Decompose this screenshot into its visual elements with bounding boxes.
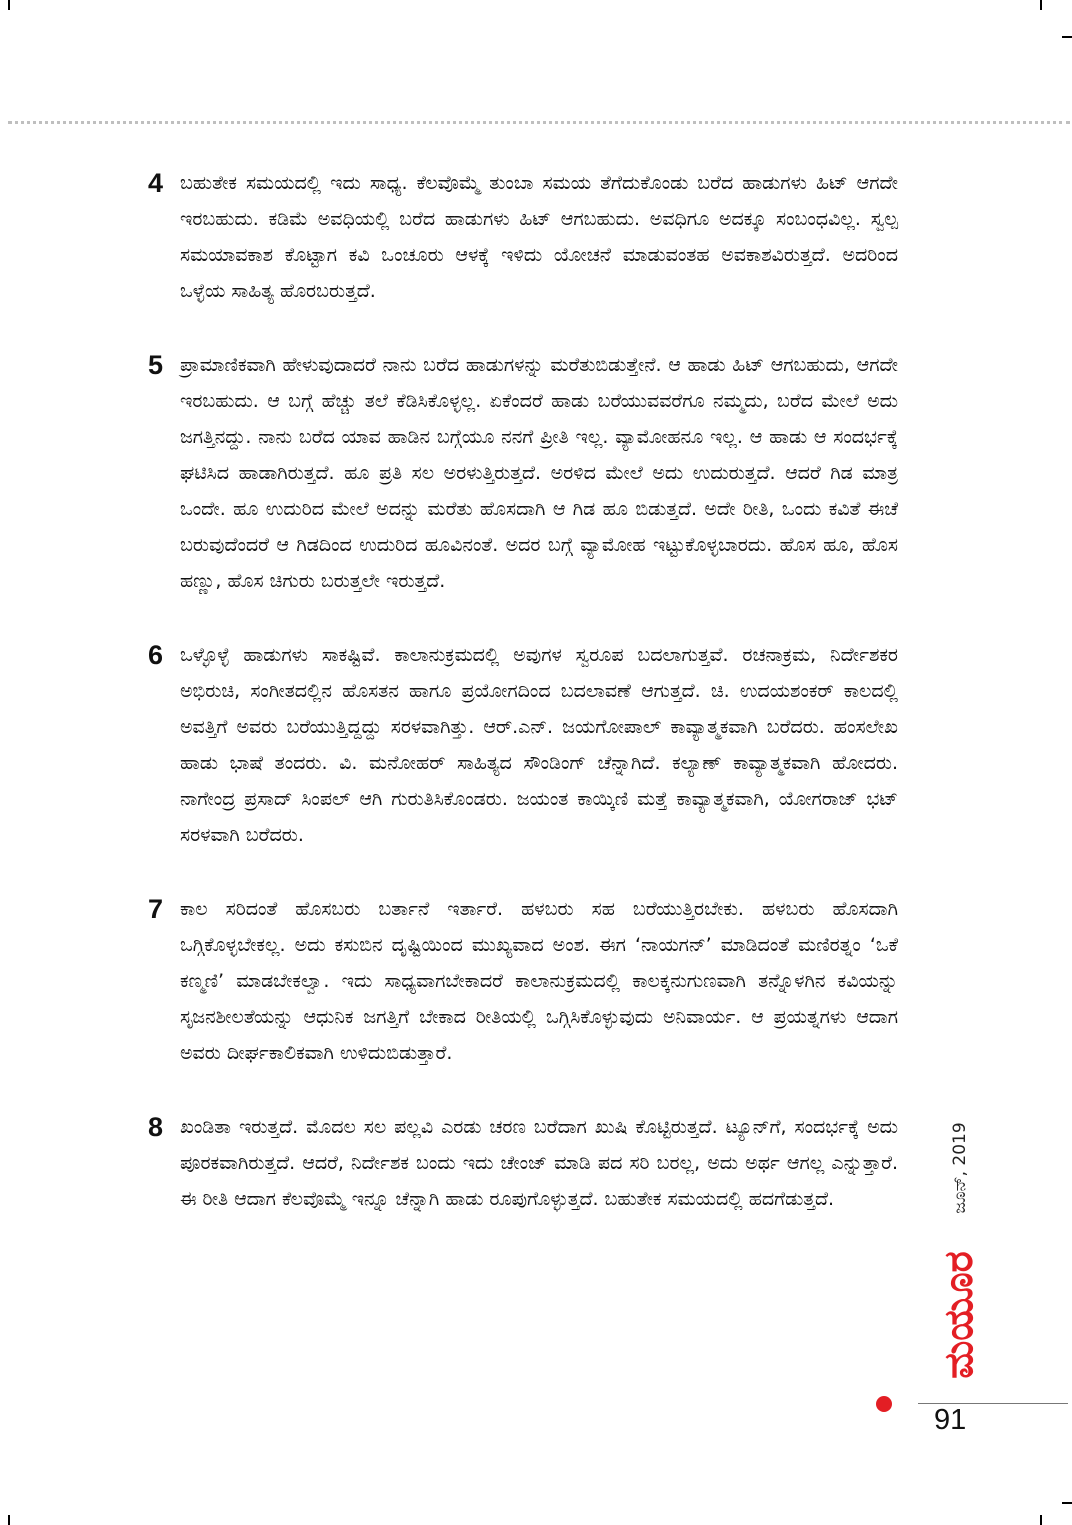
crop-mark-right-upper: [1062, 36, 1072, 38]
red-dot-icon: [876, 1396, 892, 1412]
header-dotted-rule: [8, 121, 1070, 124]
answer-number: 6: [148, 640, 164, 670]
page-number: 91: [934, 1404, 967, 1436]
answer-text: ಬಹುತೇಕ ಸಮಯದಲ್ಲಿ ಇದು ಸಾಧ್ಯ. ಕೆಲವೊಮ್ಮೆ ತುಂಬಾ ಸಮಯ ತೆಗೆದುಕೊಂಡು ಬರೆದ ಹಾಡುಗಳು ಹಿಟ್ ಆಗದೇ ಇರಬಹುದು. ಕಡಿಮೆ ಅವಧಿಯಲ್ಲಿ ಬರೆದ ಹಾಡುಗಳು ಹಿಟ್ ಆಗಬಹುದು. ಅವಧಿಗೂ ಅದಕ್ಕೂ ಸಂಬಂಧವಿಲ್ಲ. ಸ್ವಲ್ಪ ಸಮಯಾವಕಾಶ ಕೊಟ್ಟಾಗ ಕವಿ ಒಂಚೂರು ಆಳಕ್ಕೆ ಇಳಿದು ಯೋಚನೆ ಮಾಡುವಂತಹ ಅವಕಾಶವಿರುತ್ತದೆ. ಅದರಿಂದ ಒಳ್ಳೆಯ ಸಾಹಿತ್ಯ ಹೊರಬರುತ್ತದೆ.: [180, 172, 898, 302]
answer-7: [148, 891, 898, 1071]
answer-4: [148, 165, 898, 309]
answer-number: 7: [148, 894, 164, 924]
answer-5: [148, 347, 898, 599]
crop-mark-bottom-left: [8, 1515, 10, 1525]
answer-text: ಪ್ರಾಮಾಣಿಕವಾಗಿ ಹೇಳುವುದಾದರೆ ನಾನು ಬರೆದ ಹಾಡುಗಳನ್ನು ಮರೆತುಬಿಡುತ್ತೇನೆ. ಆ ಹಾಡು ಹಿಟ್ ಆಗಬಹುದು, ಆಗದೇ ಇರಬಹುದು. ಆ ಬಗ್ಗೆ ಹೆಚ್ಚು ತಲೆ ಕೆಡಿಸಿಕೊಳ್ಳಲ್ಲ. ಏಕೆಂದರೆ ಹಾಡು ಬರೆಯುವವರೆಗೂ ನಮ್ಮದು, ಬರೆದ ಮೇಲೆ ಅದು ಜಗತ್ತಿನದ್ದು. ನಾನು ಬರೆದ ಯಾವ ಹಾಡಿನ ಬಗ್ಗೆಯೂ ನನಗೆ ಪ್ರೀತಿ ಇಲ್ಲ. ವ್ಯಾಮೋಹನೂ ಇಲ್ಲ. ಆ ಹಾಡು ಆ ಸಂದರ್ಭಕ್ಕೆ ಘಟಿಸಿದ ಹಾಡಾಗಿರುತ್ತದೆ. ಹೂ ಪ್ರತಿ ಸಲ ಅರಳುತ್ತಿರುತ್ತದೆ. ಅರಳಿದ ಮೇಲೆ ಅದು ಉದುರುತ್ತದೆ. ಆದರೆ ಗಿಡ ಮಾತ್ರ ಒಂದೇ. ಹೂ ಉದುರಿದ ಮೇಲೆ ಅದನ್ನು ಮರೆತು ಹೊಸದಾಗಿ ಆ ಗಿಡ ಹೂ ಬಿಡುತ್ತದೆ. ಅದೇ ರೀತಿ, ಒಂದು ಕವಿತೆ ಈಚೆ ಬರುವುದೆಂದರೆ ಆ ಗಿಡದಿಂದ ಉದುರಿದ ಹೂವಿನಂತೆ. ಅದರ ಬಗ್ಗೆ ವ್ಯಾಮೋಹ ಇಟ್ಟುಕೊಳ್ಳಬಾರದು. ಹೊಸ ಹೂ, ಹೊಸ ಹಣ್ಣು, ಹೊಸ ಚಿಗುರು ಬರುತ್ತಲೇ ಇರುತ್ತದೆ.: [180, 354, 898, 592]
answer-6: [148, 637, 898, 853]
answer-text: ಕಾಲ ಸರಿದಂತೆ ಹೊಸಬರು ಬರ್ತಾನೆ ಇರ್ತಾರೆ. ಹಳಬರು ಸಹ ಬರೆಯುತ್ತಿರಬೇಕು. ಹಳಬರು ಹೊಸದಾಗಿ ಒಗ್ಗಿಕೊಳ್ಳಬೇಕಲ್ಲ. ಅದು ಕಸುಬಿನ ದೃಷ್ಟಿಯಿಂದ ಮುಖ್ಯವಾದ ಅಂಶ. ಈಗ ‘ನಾಯಗನ್’ ಮಾಡಿದಂತೆ ಮಣಿರತ್ನಂ ‘ಒಕೆ ಕಣ್ಮಣಿ’ ಮಾಡಬೇಕಲ್ವಾ. ಇದು ಸಾಧ್ಯವಾಗಬೇಕಾದರೆ ಕಾಲಾನುಕ್ರಮದಲ್ಲಿ ಕಾಲಕ್ಕನುಗುಣವಾಗಿ ತನ್ನೊಳಗಿನ ಕವಿಯನ್ನು ಸೃಜನಶೀಲತೆಯನ್ನು ಆಧುನಿಕ ಜಗತ್ತಿಗೆ ಬೇಕಾದ ರೀತಿಯಲ್ಲಿ ಒಗ್ಗಿಸಿಕೊಳ್ಳುವುದು ಅನಿವಾರ್ಯ. ಆ ಪ್ರಯತ್ನಗಳು ಆದಾಗ ಅವರು ದೀರ್ಘಕಾಲಿಕವಾಗಿ ಉಳಿದುಬಿಡುತ್ತಾರೆ.: [180, 898, 898, 1064]
article-body: [148, 165, 898, 1255]
issue-date: [938, 1108, 982, 1228]
answer-number: 5: [148, 350, 164, 380]
crop-mark-top-left: [8, 0, 10, 10]
answer-text: ಒಳ್ಳೊಳ್ಳೆ ಹಾಡುಗಳು ಸಾಕಷ್ಟಿವೆ. ಕಾಲಾನುಕ್ರಮದಲ್ಲಿ ಅವುಗಳ ಸ್ವರೂಪ ಬದಲಾಗುತ್ತವೆ. ರಚನಾಕ್ರಮ, ನಿರ್ದೇಶಕರ ಅಭಿರುಚಿ, ಸಂಗೀತದಲ್ಲಿನ ಹೊಸತನ ಹಾಗೂ ಪ್ರಯೋಗದಿಂದ ಬದಲಾವಣೆ ಆಗುತ್ತದೆ. ಚಿ. ಉದಯಶಂಕರ್ ಕಾಲದಲ್ಲಿ ಅವತ್ತಿಗೆ ಅವರು ಬರೆಯುತ್ತಿದ್ದದ್ದು ಸರಳವಾಗಿತ್ತು. ಆರ್.ಎನ್. ಜಯಗೋಪಾಲ್ ಕಾವ್ಯಾತ್ಮಕವಾಗಿ ಬರೆದರು. ಹಂಸಲೇಖ ಹಾಡು ಭಾಷೆ ತಂದರು. ವಿ. ಮನೋಹರ್ ಸಾಹಿತ್ಯದ ಸೌಂಡಿಂಗ್ ಚೆನ್ನಾಗಿದೆ. ಕಲ್ಯಾಣ್ ಕಾವ್ಯಾತ್ಮಕವಾಗಿ ಹೋದರು. ನಾಗೇಂದ್ರ ಪ್ರಸಾದ್ ಸಿಂಪಲ್ ಆಗಿ ಗುರುತಿಸಿಕೊಂಡರು. ಜಯಂತ ಕಾಯ್ಕಿಣಿ ಮತ್ತೆ ಕಾವ್ಯಾತ್ಮಕವಾಗಿ, ಯೋಗರಾಜ್ ಭಟ್ ಸರಳವಾಗಿ ಬರೆದರು.: [180, 644, 898, 846]
magazine-logo: [926, 1240, 992, 1390]
answer-number: 8: [148, 1112, 164, 1142]
crop-mark-top-right: [1040, 0, 1042, 10]
answer-8: [148, 1109, 898, 1217]
crop-mark-right-lower: [1062, 1502, 1072, 1504]
issue-date-text: ಜೂನ್, 2019: [950, 1122, 970, 1214]
answer-text: ಖಂಡಿತಾ ಇರುತ್ತದೆ. ಮೊದಲ ಸಲ ಪಲ್ಲವಿ ಎರಡು ಚರಣ ಬರೆದಾಗ ಖುಷಿ ಕೊಟ್ಟಿರುತ್ತದೆ. ಟ್ಯೂನ್‌ಗೆ, ಸಂದರ್ಭಕ್ಕೆ ಅದು ಪೂರಕವಾಗಿರುತ್ತದೆ. ಆದರೆ, ನಿರ್ದೇಶಕ ಬಂದು ಇದು ಚೇಂಜ್ ಮಾಡಿ ಪದ ಸರಿ ಬರಲ್ಲ, ಅದು ಅರ್ಥ ಆಗಲ್ಲ ಎನ್ನುತ್ತಾರೆ. ಈ ರೀತಿ ಆದಾಗ ಕೆಲವೊಮ್ಮೆ ಇನ್ನೂ ಚೆನ್ನಾಗಿ ಹಾಡು ರೂಪುಗೊಳ್ಳುತ್ತದೆ. ಬಹುತೇಕ ಸಮಯದಲ್ಲಿ ಹದಗೆಡುತ್ತದೆ.: [180, 1116, 898, 1210]
magazine-logo-text: ಮಯೂರ: [936, 1251, 982, 1379]
answer-number: 4: [148, 168, 164, 198]
crop-mark-bottom-right: [1040, 1515, 1042, 1525]
